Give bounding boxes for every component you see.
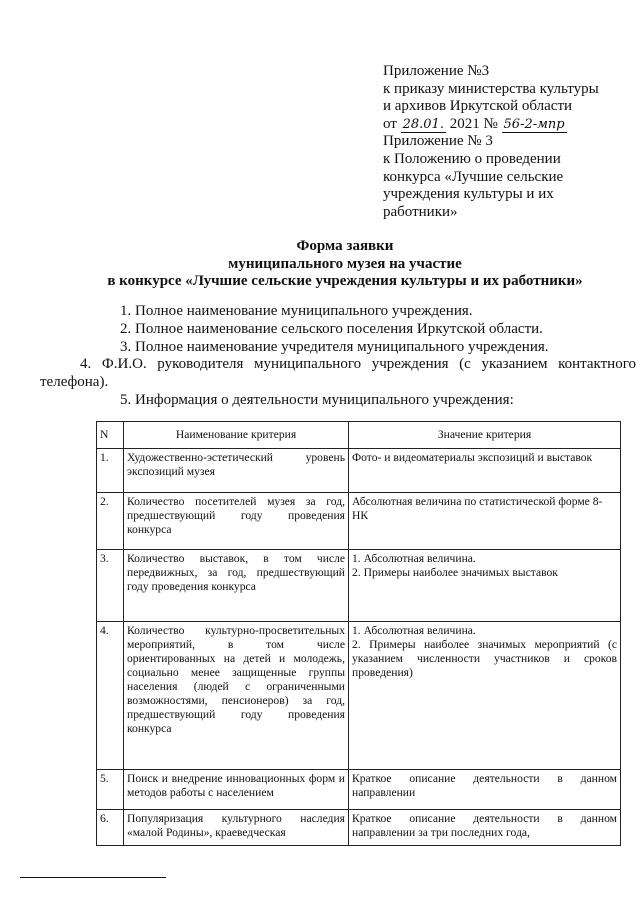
appendix-block — [383, 63, 623, 221]
header-criterion: Наименование критерия — [124, 422, 349, 449]
table-header — [97, 422, 621, 449]
table-row — [97, 550, 621, 622]
order-date-line — [383, 116, 623, 134]
requirements-list — [40, 303, 636, 410]
table-row — [97, 770, 621, 810]
date-prefix: от — [383, 115, 397, 132]
list-item: 5. Информация о деятельности муниципального учреждения: — [120, 391, 514, 408]
appendix-line: Приложение № 3 — [383, 133, 493, 150]
appendix-line: работники» — [383, 203, 458, 220]
table-row — [97, 810, 621, 846]
title-line: муниципального музея на участие — [228, 255, 462, 272]
row-number: 2. — [97, 493, 124, 550]
row-criterion: Количество культурно-просветительных мероприятий, в том числе ориентированных на детей и молодежь, социально менее защищенные группы населения (людей с ограниченными возможностями, пенсионеров) за год, предшествующий году проведения конкурса — [124, 622, 349, 770]
list-item: 4. Ф.И.О. руководителя муниципального учреждения (с указанием контактного телефона). — [40, 356, 636, 391]
list-item: 1. Полное наименование муниципального учреждения. — [120, 303, 473, 319]
appendix-line: учреждения культуры и их — [383, 186, 554, 203]
row-number: 1. — [97, 449, 124, 493]
header-value: Значение критерия — [349, 422, 621, 449]
table-row — [97, 622, 621, 770]
row-value: Абсолютная величина по статистической форме 8-НК — [349, 493, 621, 550]
row-number: 5. — [97, 770, 124, 810]
title-line: Форма заявки — [296, 238, 394, 254]
table-row — [97, 449, 621, 493]
form-title — [60, 238, 630, 291]
title-line: в конкурсе «Лучшие сельские учреждения культуры и их работники» — [107, 273, 583, 289]
row-value: Краткое описание деятельности в данном направлении — [349, 770, 621, 810]
appendix-line: и архивов Иркутской области — [383, 98, 573, 115]
row-criterion: Количество посетителей музея за год, предшествующий году проведения конкурса — [124, 493, 349, 550]
row-value: 1. Абсолютная величина. 2. Примеры наиболее значимых выставок — [349, 550, 621, 622]
appendix-line: к Положению о проведении — [383, 150, 561, 167]
row-criterion: Количество выставок, в том числе передвижных, за год, предшествующий году проведения конкурса — [124, 550, 349, 622]
appendix-line: конкурса «Лучшие сельские — [383, 168, 564, 185]
list-item: 3. Полное наименование учредителя муниципального учреждения. — [120, 338, 549, 355]
table-row — [97, 493, 621, 550]
row-number: 4. — [97, 622, 124, 770]
handwritten-date: 28.01. — [402, 116, 444, 132]
appendix-line: Приложение №3 — [383, 63, 490, 79]
row-value: 1. Абсолютная величина. 2. Примеры наиболее значимых мероприятий (с указанием численности участников и сроков проведения) — [349, 622, 621, 770]
row-criterion: Поиск и внедрение инновационных форм и методов работы с населением — [124, 770, 349, 810]
appendix-line: к приказу министерства культуры — [383, 80, 599, 97]
list-item: 2. Полное наименование сельского поселения Иркутской области. — [120, 320, 543, 337]
handwritten-number: 56-2-мпр — [503, 116, 565, 132]
row-criterion: Художественно-эстетический уровень экспозиций музея — [124, 449, 349, 493]
row-number: 3. — [97, 550, 124, 622]
date-year: 2021 № — [449, 115, 498, 132]
criteria-table — [96, 421, 621, 846]
header-number: N — [97, 422, 124, 449]
row-criterion: Популяризация культурного наследия «малой Родины», краеведческая — [124, 810, 349, 846]
row-value: Краткое описание деятельности в данном направлении за три последних года, — [349, 810, 621, 846]
footnote-separator — [20, 877, 166, 878]
row-value: Фото- и видеоматериалы экспозиций и выставок — [349, 449, 621, 493]
row-number: 6. — [97, 810, 124, 846]
